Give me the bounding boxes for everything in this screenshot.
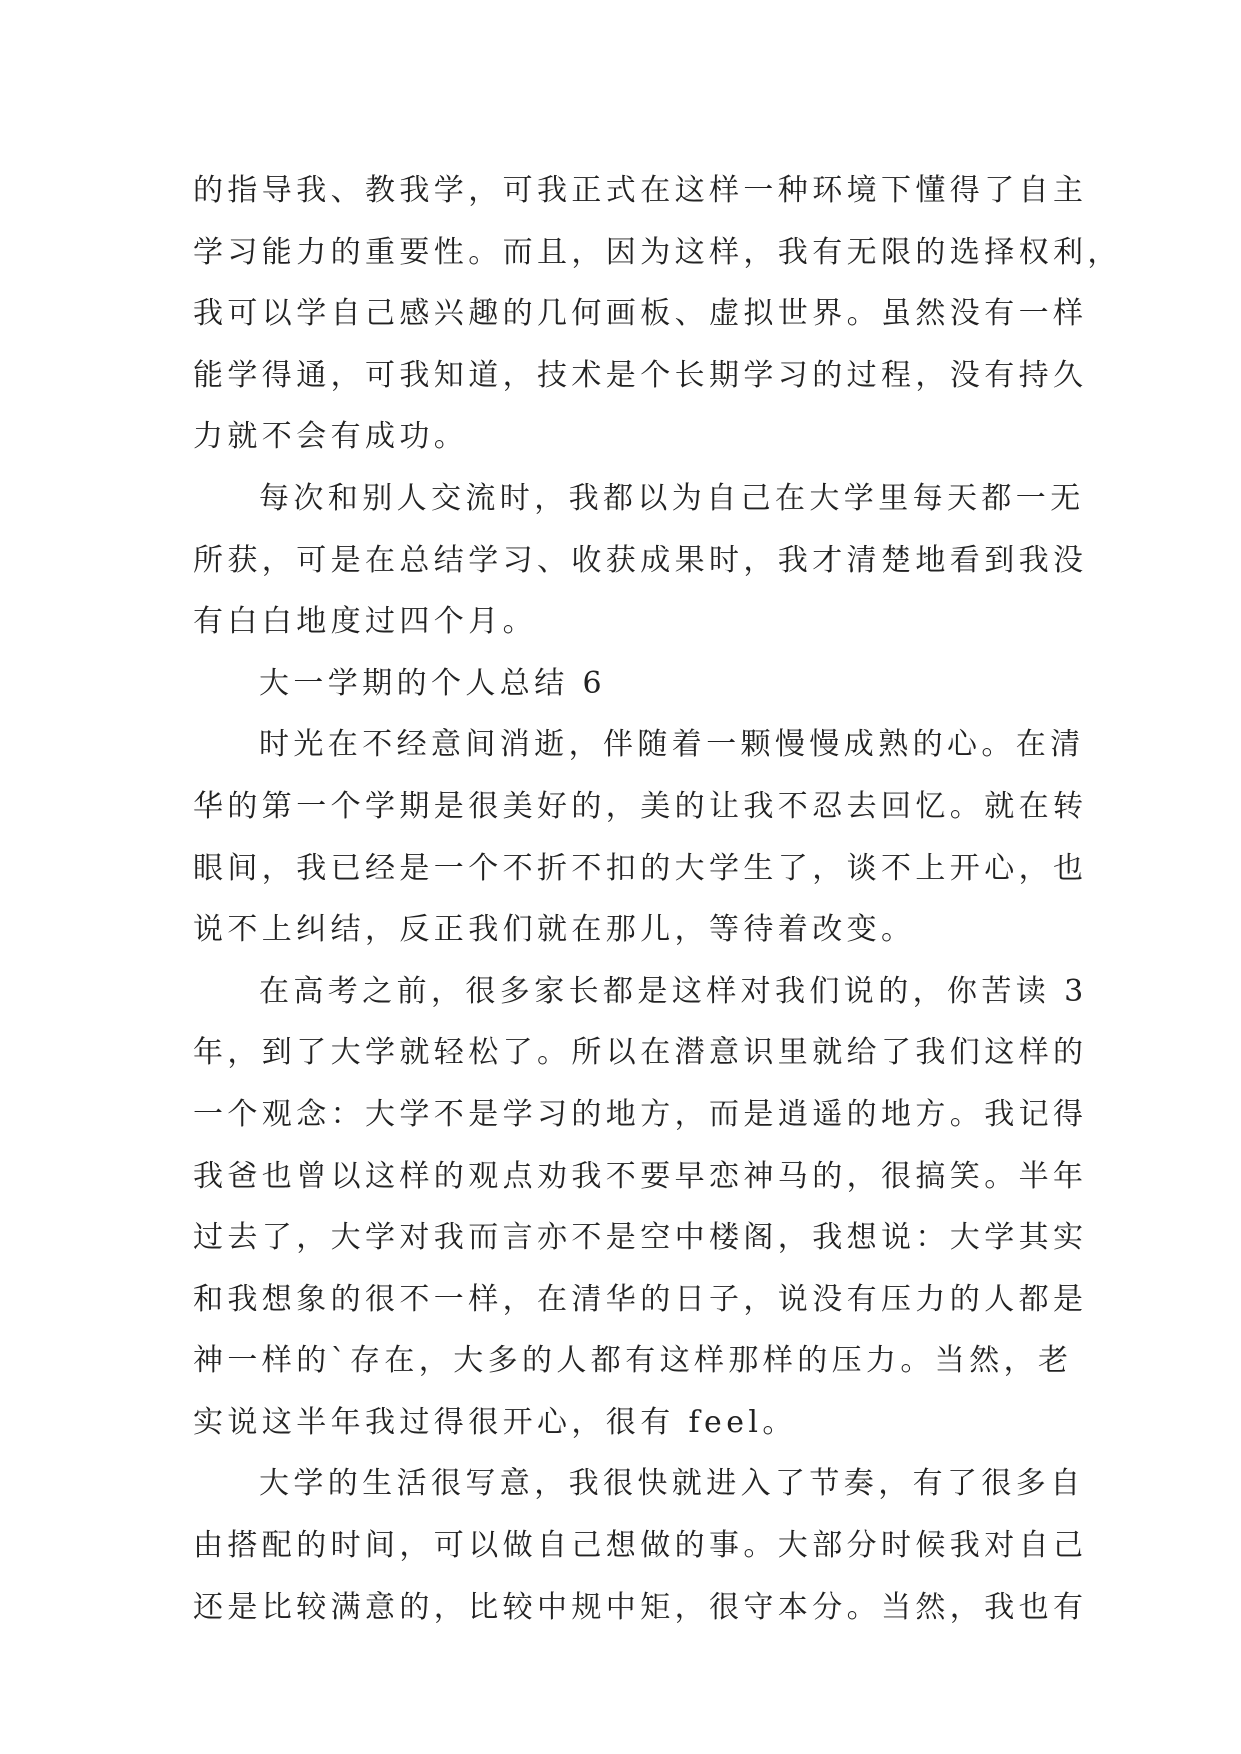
text-line: 力就不会有成功。 xyxy=(193,419,469,455)
text-line: 有白白地度过四个月。 xyxy=(193,604,537,640)
text-line: 和我想象的很不一样，在清华的日子，说没有压力的人都是 xyxy=(193,1281,1088,1317)
text-line: 我爸也曾以这样的观点劝我不要早恋神马的，很搞笑。半年 xyxy=(193,1158,1088,1194)
text-line: 由搭配的时间，可以做自己想做的事。大部分时候我对自己 xyxy=(193,1528,1088,1564)
text-line: 我可以学自己感兴趣的几何画板、虚拟世界。虽然没有一样 xyxy=(193,296,1088,332)
text-line: 大一学期的个人总结 6 xyxy=(259,665,607,701)
text-line: 所获，可是在总结学习、收获成果时，我才清楚地看到我没 xyxy=(193,542,1088,578)
text-line: 每次和别人交流时，我都以为自己在大学里每天都一无 xyxy=(259,480,1085,516)
text-line: 神一样的`存在，大多的人都有这样那样的压力。当然，老 xyxy=(193,1343,1073,1379)
text-line: 时光在不经意间消逝，伴随着一颗慢慢成熟的心。在清 xyxy=(259,727,1085,763)
text-line: 一个观念：大学不是学习的地方，而是逍遥的地方。我记得 xyxy=(193,1096,1088,1132)
text-line: 年，到了大学就轻松了。所以在潜意识里就给了我们这样的 xyxy=(193,1035,1088,1071)
text-line: 在高考之前，很多家长都是这样对我们说的，你苦读 3 xyxy=(259,973,1088,1009)
text-line: 说不上纠结，反正我们就在那儿，等待着改变。 xyxy=(193,912,916,948)
text-line: 华的第一个学期是很美好的，美的让我不忍去回忆。就在转 xyxy=(193,788,1088,824)
text-line: 大学的生活很写意，我很快就进入了节奏，有了很多自 xyxy=(259,1466,1085,1502)
text-line: 能学得通，可我知道，技术是个长期学习的过程，没有持久 xyxy=(193,357,1088,393)
text-line: 的指导我、教我学，可我正式在这样一种环境下懂得了自主 xyxy=(193,173,1088,208)
text-line: 实说这半年我过得很开心，很有 feel。 xyxy=(193,1404,797,1440)
text-line: 学习能力的重要性。而且，因为这样，我有无限的选择权利， xyxy=(193,234,1122,270)
text-line: 还是比较满意的，比较中规中矩，很守本分。当然，我也有 xyxy=(193,1589,1088,1625)
text-line: 过去了，大学对我而言亦不是空中楼阁，我想说：大学其实 xyxy=(193,1220,1088,1256)
text-line: 眼间，我已经是一个不折不扣的大学生了，谈不上开心，也 xyxy=(193,850,1088,886)
document-body xyxy=(193,160,1122,1638)
